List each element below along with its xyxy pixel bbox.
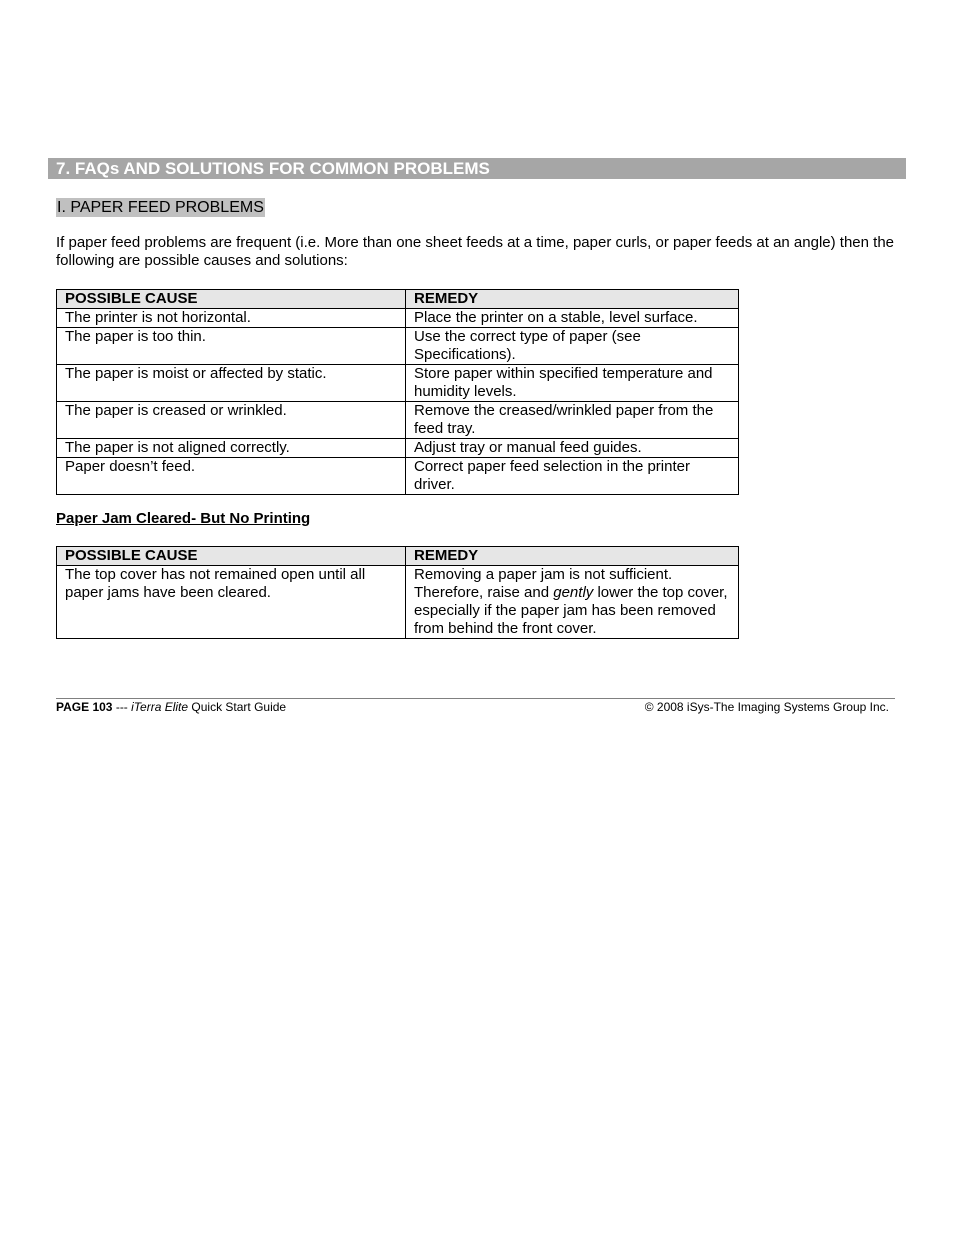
remedy-cell: Adjust tray or manual feed guides.: [406, 439, 739, 458]
paper-jam-subheading: Paper Jam Cleared- But No Printing: [56, 510, 311, 527]
column-header-remedy: REMEDY: [406, 290, 739, 309]
paper-feed-table: [56, 289, 739, 495]
column-header-cause: POSSIBLE CAUSE: [57, 547, 406, 566]
subsection-title: I. PAPER FEED PROBLEMS: [57, 199, 264, 216]
footer-page-info: [56, 700, 286, 715]
product-name: iTerra Elite: [131, 700, 189, 714]
page-number: PAGE 103: [56, 700, 113, 714]
remedy-emphasis: gently: [553, 584, 594, 601]
cause-cell: The printer is not horizontal.: [57, 309, 406, 328]
remedy-cell: Place the printer on a stable, level surface.: [406, 309, 739, 328]
table-row: [57, 328, 739, 365]
cause-cell: Paper doesn’t feed.: [57, 458, 406, 495]
cause-cell: The paper is creased or wrinkled.: [57, 402, 406, 439]
intro-paragraph: If paper feed problems are frequent (i.e. More than one sheet feeds at a time, paper curls, or paper feeds at an angle) then the following are possible causes and solutions:: [56, 234, 895, 269]
remedy-cell: [406, 566, 739, 639]
table-row: [57, 309, 739, 328]
table-header-row: [57, 290, 739, 309]
table-row: [57, 566, 739, 639]
footer-copyright: © 2008 iSys-The Imaging Systems Group Inc.: [644, 700, 889, 714]
cause-cell: The paper is moist or affected by static.: [57, 365, 406, 402]
paper-jam-table: [56, 546, 739, 639]
table-row: [57, 458, 739, 495]
column-header-remedy: REMEDY: [406, 547, 739, 566]
section-title: 7. FAQs AND SOLUTIONS FOR COMMON PROBLEMS: [48, 158, 906, 179]
footer-separator: ---: [112, 700, 132, 714]
remedy-cell: Store paper within specified temperature and humidity levels.: [406, 365, 739, 402]
cause-cell: The top cover has not remained open until all paper jams have been cleared.: [57, 566, 406, 639]
remedy-text-start: Removing a paper jam is not sufficient. Therefore, raise and: [414, 566, 673, 601]
table-header-row: [57, 547, 739, 566]
cause-cell: The paper is not aligned correctly.: [57, 439, 406, 458]
column-header-cause: POSSIBLE CAUSE: [57, 290, 406, 309]
remedy-text-end: lower the top cover, especially if the paper jam has been removed from behind the front cover.: [414, 584, 728, 637]
remedy-cell: Use the correct type of paper (see Specifications).: [406, 328, 739, 365]
table-row: [57, 402, 739, 439]
table-row: [57, 365, 739, 402]
remedy-cell: Correct paper feed selection in the printer driver.: [406, 458, 739, 495]
table-row: [57, 439, 739, 458]
footer-divider: [56, 698, 895, 699]
remedy-cell: Remove the creased/wrinkled paper from the feed tray.: [406, 402, 739, 439]
cause-cell: The paper is too thin.: [57, 328, 406, 365]
guide-name: Quick Start Guide: [188, 700, 287, 714]
